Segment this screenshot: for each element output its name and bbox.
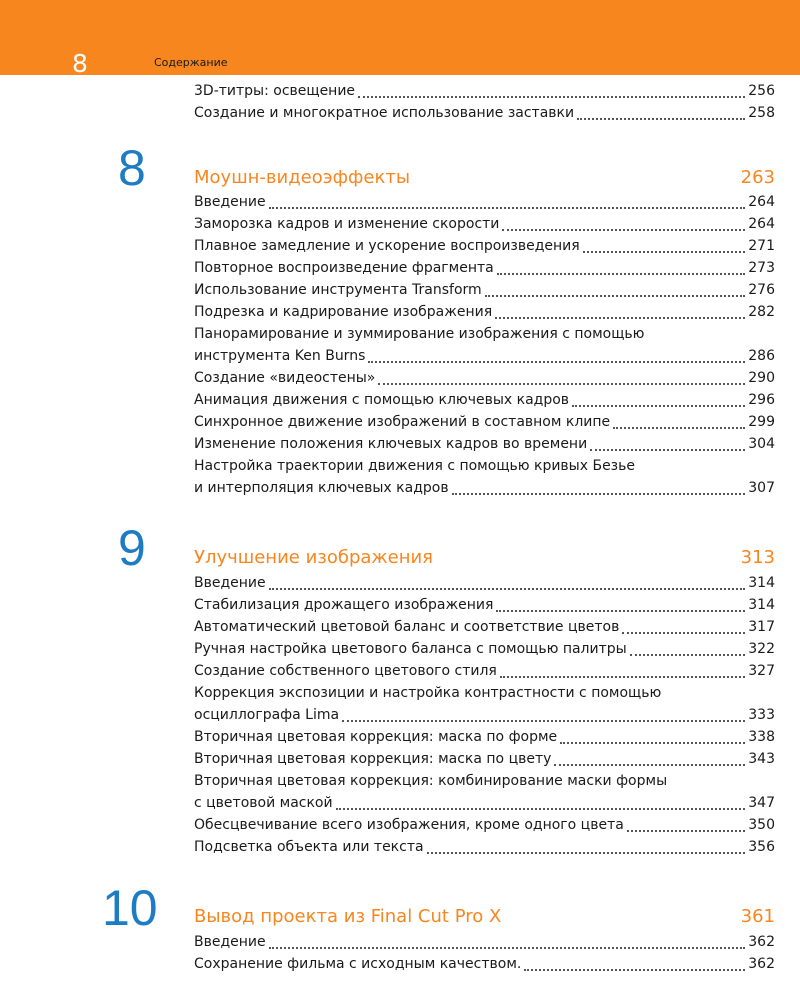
toc-entry-page: 286 xyxy=(748,348,775,364)
toc-entry[interactable] xyxy=(194,638,775,660)
toc-entry[interactable] xyxy=(194,594,775,616)
toc-entry-page: 350 xyxy=(748,817,775,833)
toc-entry[interactable] xyxy=(194,616,775,638)
toc-entry-page: 338 xyxy=(748,729,775,745)
toc-entry-title: Ручная настройка цветового баланса с помощью палитры xyxy=(194,641,627,657)
toc-entry-title: Создание «видеостены» xyxy=(194,370,376,386)
chapter-title[interactable]: Улучшение изображения xyxy=(194,547,433,568)
toc-entry[interactable] xyxy=(194,455,775,499)
header-bar xyxy=(0,0,800,78)
toc-entry-title: Настройка траектории движения с помощью кривых Безье xyxy=(194,458,635,474)
leader-dots xyxy=(560,726,745,744)
toc-entry-title: Введение xyxy=(194,934,266,950)
toc-entry-title: Синхронное движение изображений в составном клипе xyxy=(194,414,611,430)
toc-entry[interactable] xyxy=(194,411,775,433)
toc-entry-page: 314 xyxy=(748,597,775,613)
leader-dots xyxy=(613,411,745,429)
toc-entry-title: Сохранение фильма с исходным качеством. xyxy=(194,956,522,972)
toc-entry-title: Введение xyxy=(194,194,266,210)
leader-dots xyxy=(368,345,745,363)
chapter-number: 10 xyxy=(102,880,158,936)
toc-entry-title: Панорамирование и зуммирование изображения с помощью xyxy=(194,326,645,342)
toc-entry[interactable] xyxy=(194,80,775,102)
leader-dots xyxy=(342,704,745,722)
toc-chapter-8-list xyxy=(194,191,775,499)
toc-entry[interactable] xyxy=(194,836,775,858)
toc-entry[interactable] xyxy=(194,389,775,411)
toc-entry-title: Создание и многократное использование заставки xyxy=(194,105,575,121)
leader-dots xyxy=(500,660,745,678)
toc-chapter-10-list xyxy=(194,931,775,975)
toc-entry-page: 347 xyxy=(748,795,775,811)
toc-entry-title: 3D-титры: освещение xyxy=(194,83,356,99)
running-title: Содержание xyxy=(154,56,228,69)
toc-entry-title: Вторичная цветовая коррекция: маска по форме xyxy=(194,729,558,745)
toc-entry[interactable] xyxy=(194,323,775,367)
chapter-number: 8 xyxy=(118,140,146,196)
toc-entry[interactable] xyxy=(194,931,775,953)
leader-dots xyxy=(524,953,745,971)
leader-dots xyxy=(269,572,746,590)
toc-entry-page: 356 xyxy=(748,839,775,855)
toc-entry-page: 327 xyxy=(748,663,775,679)
toc-entry-page: 273 xyxy=(748,260,775,276)
toc-entry-title: Подсветка объекта или текста xyxy=(194,839,424,855)
toc-entry-title: Заморозка кадров и изменение скорости xyxy=(194,216,500,232)
toc-entry-page: 290 xyxy=(748,370,775,386)
toc-entry-page: 322 xyxy=(748,641,775,657)
toc-chapter-9-list xyxy=(194,572,775,858)
leader-dots xyxy=(452,477,746,495)
toc-entry-page: 304 xyxy=(748,436,775,452)
toc-entry-page: 333 xyxy=(748,707,775,723)
toc-entry-title: Вторичная цветовая коррекция: комбинирование маски формы xyxy=(194,773,668,789)
toc-entry-page: 264 xyxy=(748,216,775,232)
toc-entry-title: Плавное замедление и ускорение воспроизведения xyxy=(194,238,580,254)
toc-entry-page: 256 xyxy=(748,83,775,99)
toc-entry-page: 258 xyxy=(748,105,775,121)
leader-dots xyxy=(269,931,746,949)
toc-entry-title: Подрезка и кадрирование изображения xyxy=(194,304,493,320)
toc-entry-page: 282 xyxy=(748,304,775,320)
page-number: 8 xyxy=(72,49,88,78)
toc-entry-page: 296 xyxy=(748,392,775,408)
toc-entry[interactable] xyxy=(194,748,775,770)
toc-entry-title-cont: осциллографа Lima xyxy=(194,707,340,723)
toc-entry[interactable] xyxy=(194,682,775,726)
leader-dots xyxy=(495,301,745,319)
toc-entry[interactable] xyxy=(194,191,775,213)
toc-entry-page: 314 xyxy=(748,575,775,591)
toc-pre-list xyxy=(194,80,775,124)
leader-dots xyxy=(554,748,745,766)
toc-entry[interactable] xyxy=(194,953,775,975)
toc-entry-page: 307 xyxy=(748,480,775,496)
toc-entry[interactable] xyxy=(194,572,775,594)
leader-dots xyxy=(358,80,745,98)
toc-entry[interactable] xyxy=(194,814,775,836)
toc-entry-title-cont: инструмента Ken Burns xyxy=(194,348,366,364)
chapter-title[interactable]: Вывод проекта из Final Cut Pro X xyxy=(194,906,502,927)
leader-dots xyxy=(622,616,745,634)
toc-entry[interactable] xyxy=(194,235,775,257)
toc-entry-title-cont: с цветовой маской xyxy=(194,795,333,811)
toc-entry-title: Повторное воспроизведение фрагмента xyxy=(194,260,494,276)
toc-entry-title: Обесцвечивание всего изображения, кроме одного цвета xyxy=(194,817,624,833)
chapter-page: 313 xyxy=(740,547,775,568)
leader-dots xyxy=(630,638,746,656)
leader-dots xyxy=(502,213,745,231)
toc-entry-page: 271 xyxy=(748,238,775,254)
leader-dots xyxy=(590,433,745,451)
toc-entry[interactable] xyxy=(194,102,775,124)
toc-entry[interactable] xyxy=(194,770,775,814)
leader-dots xyxy=(583,235,746,253)
toc-entry-title-cont: и интерполяция ключевых кадров xyxy=(194,480,449,496)
toc-entry-page: 264 xyxy=(748,194,775,210)
leader-dots xyxy=(336,792,746,810)
chapter-title[interactable]: Моушн-видеоэффекты xyxy=(194,167,411,188)
toc-entry[interactable] xyxy=(194,213,775,235)
leader-dots xyxy=(485,279,746,297)
leader-dots xyxy=(496,594,745,612)
toc-entry[interactable] xyxy=(194,279,775,301)
chapter-page: 361 xyxy=(740,906,775,927)
leader-dots xyxy=(269,191,746,209)
leader-dots xyxy=(572,389,745,407)
leader-dots xyxy=(627,814,745,832)
toc-entry-title: Вторичная цветовая коррекция: маска по цвету xyxy=(194,751,552,767)
toc-entry[interactable] xyxy=(194,726,775,748)
toc-entry-page: 317 xyxy=(748,619,775,635)
leader-dots xyxy=(378,367,745,385)
toc-entry-title: Стабилизация дрожащего изображения xyxy=(194,597,494,613)
leader-dots xyxy=(577,102,745,120)
chapter-number: 9 xyxy=(118,520,146,576)
leader-dots xyxy=(497,257,746,275)
toc-entry-page: 343 xyxy=(748,751,775,767)
toc-entry[interactable] xyxy=(194,433,775,455)
toc-entry-title: Анимация движения с помощью ключевых кадров xyxy=(194,392,570,408)
toc-entry[interactable] xyxy=(194,257,775,279)
toc-entry-page: 276 xyxy=(748,282,775,298)
toc-entry-title: Коррекция экспозиции и настройка контрастности с помощью xyxy=(194,685,662,701)
toc-entry-page: 299 xyxy=(748,414,775,430)
toc-entry-page: 362 xyxy=(748,956,775,972)
chapter-page: 263 xyxy=(740,167,775,188)
toc-entry-title: Создание собственного цветового стиля xyxy=(194,663,497,679)
toc-entry[interactable] xyxy=(194,660,775,682)
toc-entry-title: Изменение положения ключевых кадров во времени xyxy=(194,436,588,452)
toc-entry-page: 362 xyxy=(748,934,775,950)
toc-entry-title: Автоматический цветовой баланс и соответствие цветов xyxy=(194,619,620,635)
toc-entry[interactable] xyxy=(194,367,775,389)
leader-dots xyxy=(427,836,746,854)
toc-entry[interactable] xyxy=(194,301,775,323)
toc-entry-title: Введение xyxy=(194,575,266,591)
toc-entry-title: Использование инструмента Transform xyxy=(194,282,482,298)
